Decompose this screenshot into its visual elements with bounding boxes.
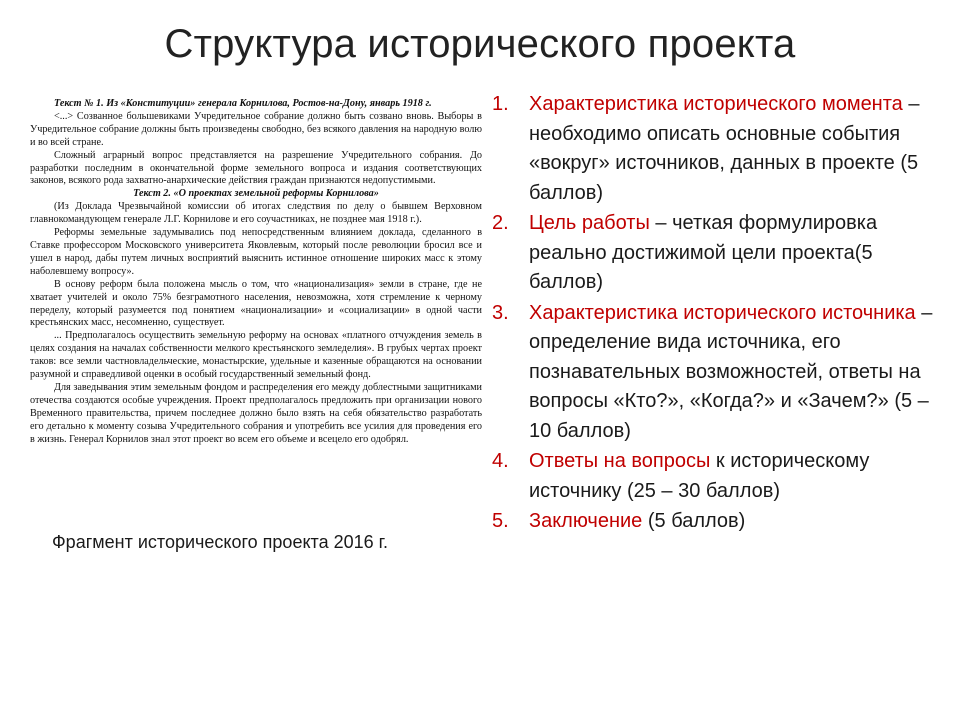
list-item-label: Характеристика исторического момента <box>529 93 903 115</box>
fragment-paragraph: ... Предполагалось осуществить земельную реформу на основах «платного отчуждения земель в целях создания на началах собственности мелкого крестьянского земледелия». В грубых чертах проект таков: все земли частновладельческие, монастырские, удельные и казенные обращаются на основании разумной и справедливой оценки в особый государственный земельный фонд. <box>30 330 482 381</box>
list-item-text: – четкая формулировка реально достижимой цели проекта(5 баллов) <box>529 212 878 293</box>
list-item-text: – определение вида источника, его познавательных возможностей, ответы на вопросы «Кто?», «Когда?» и «Зачем?» (5 – 10 баллов) <box>529 301 933 442</box>
fragment-heading-1: Текст № 1. Из «Конституции» генерала Корнилова, Ростов-на-Дону, январь 1918 г. <box>54 98 432 109</box>
fragment-caption: Фрагмент исторического проекта 2016 г. <box>52 532 388 552</box>
list-item <box>492 447 942 506</box>
list-item-number: 4. <box>492 450 509 472</box>
list-item-number: 3. <box>492 301 509 324</box>
list-item <box>492 209 942 298</box>
list-item-label: Заключение <box>529 510 643 532</box>
list-item-number: 5. <box>492 510 509 532</box>
list-item-text: – необходимо описать основные события «вокруг» источников, данных в проекте (5 баллов) <box>529 93 920 204</box>
list-item-number: 2. <box>492 212 509 234</box>
fragment-paragraph: Реформы земельные задумывались под непосредственным влиянием доклада, сделанного в Ставке профессором Московского университета Яковлевым, который после революции бросил все и ушел в народ, дабы путем личных восприятий выяснить истинное отношение широких масс к этому наболевшему вопросу». <box>30 227 482 277</box>
fragment-paragraph: Сложный аграрный вопрос представляется на разрешение Учредительного собрания. До разработки последним в окончательной форме земельного вопроса и издания соответствующих законов, всякого рода захватно-анархические действия граждан признаются недопустимыми. <box>30 149 482 187</box>
list-item <box>492 90 942 208</box>
list-item-text: к историческому источнику (25 – 30 баллов) <box>529 450 870 502</box>
fragment-paragraph: (Из Доклада Чрезвычайной комиссии об итогах следствия по делу о бывшем Верховном главнокомандующем генерале Л.Г. Корнилове и его соучастниках, не позднее мая 1918 г.). <box>30 201 482 226</box>
fragment-paragraph: Для заведывания этим земельным фондом и распределения его между доблестными защитниками отечества создаются особые учреждения. Проект предполагалось предложить при организации нового Временного правительства, причем последнее должно было взять на себя обязательство разработать его детально к моменту созыва Учредительного собрания и употребить все усилия для проведения его в жизнь. Генерал Корнилов знал этот проект во всем его объеме и всецело его одобрял. <box>30 381 482 445</box>
fragment-paragraph: <...> Созванное большевиками Учредительное собрание должно быть созвано вновь. Выборы в Учредительное собрание должны быть произведены свободно, без всякого давления на народную волю и во всей стране. <box>30 110 482 148</box>
list-item-number: 1. <box>492 93 509 115</box>
project-structure-list <box>492 90 942 538</box>
fragment-heading-2: Текст 2. «О проектах земельной реформы Корнилова» <box>133 188 379 200</box>
project-fragment-image <box>30 98 482 514</box>
list-item <box>492 507 942 537</box>
list-item-label: Цель работы <box>529 212 650 234</box>
list-item-text: (5 баллов) <box>642 510 746 532</box>
list-item <box>492 299 942 447</box>
fragment-paragraph: В основу реформ была положена мысль о том, что «национализация» земли в стране, где не хватает учителей и около 75% безграмотного населения, невозможна, хотя стремление к черному переделу, который разумеется под понятием «национализации» и «социализации» в одной части крестьянских масс, несомненно, существует. <box>30 278 482 329</box>
slide-title: Структура исторического проекта <box>164 22 796 66</box>
list-item-label: Ответы на вопросы <box>529 450 711 472</box>
list-item-label: Характеристика исторического источника <box>529 301 916 324</box>
